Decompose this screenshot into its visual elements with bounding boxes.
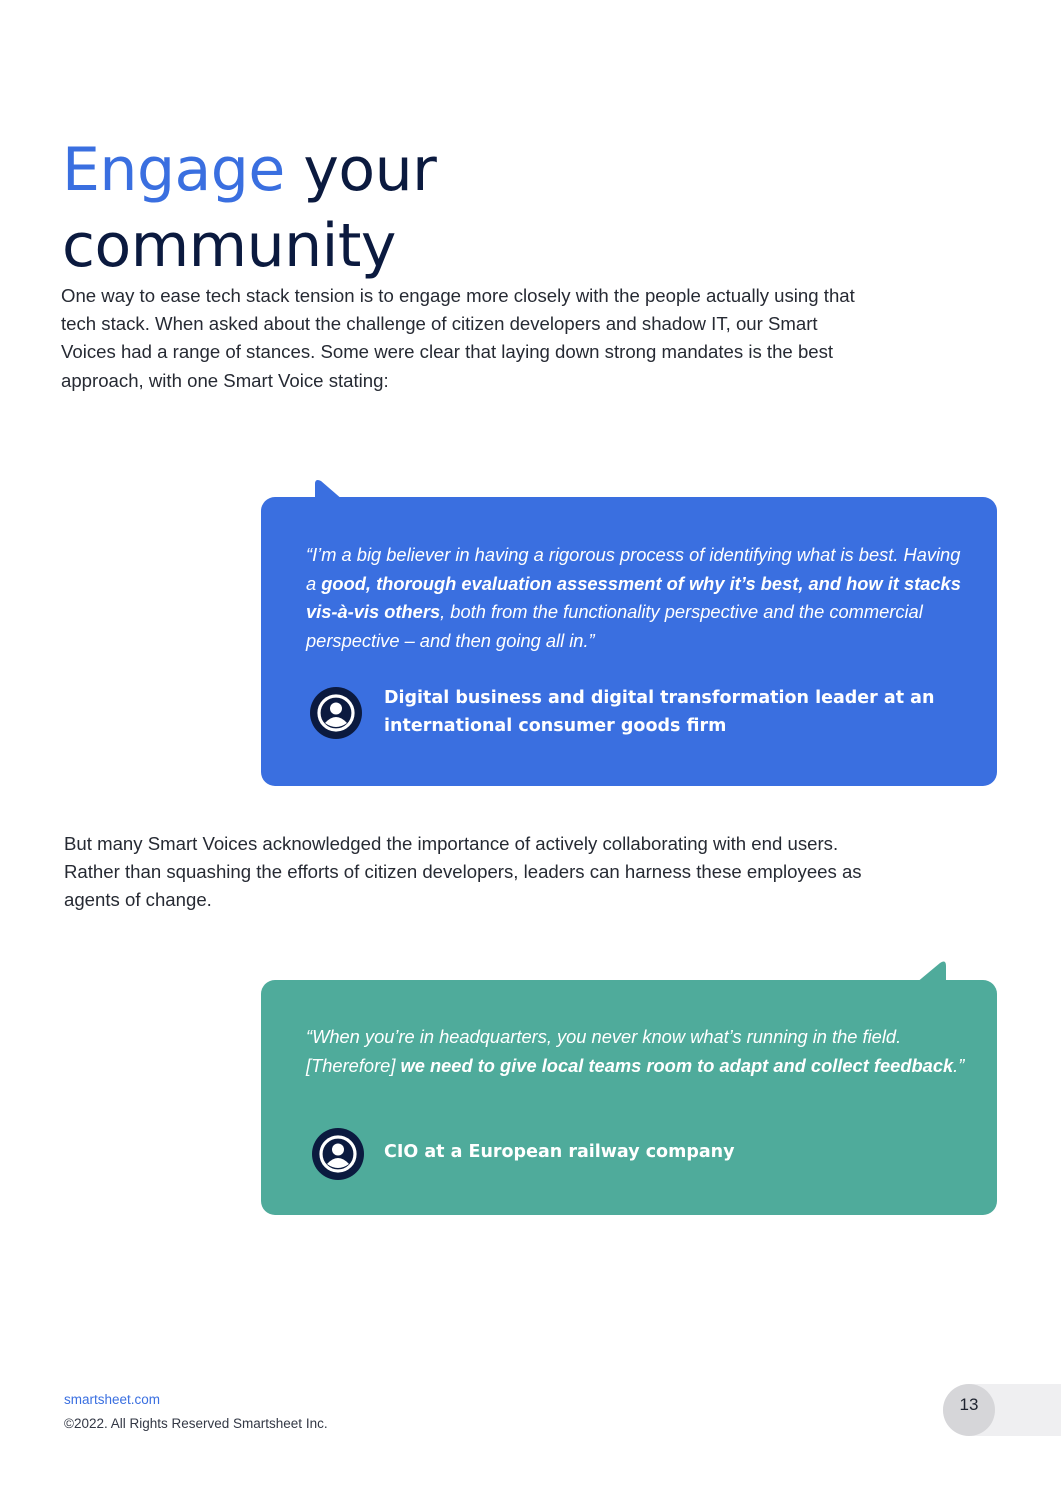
title-accent-word: Engage — [62, 135, 285, 205]
quote-text-1 — [306, 541, 966, 655]
middle-paragraph: But many Smart Voices acknowledged the importance of actively collaborating with end users. Rather than squashing the efforts of citizen developers, leaders can harness these employees as agents of change. — [64, 833, 862, 911]
user-avatar-icon — [312, 1128, 364, 1180]
quote-1-emphasis: good, thorough evaluation assessment of why it’s best, and how it stacks vis-à-vis others — [306, 572, 961, 622]
quote-2-attribution: CIO at a European railway company — [384, 1142, 735, 1162]
title-line1-rest: your — [284, 135, 437, 205]
page-title — [62, 132, 662, 284]
intro-paragraph: One way to ease tech stack tension is to engage more closely with the people actually using that tech stack. When asked about the challenge of citizen developers and shadow IT, our Smart Voices had a range of stances. Some were clear that laying down strong mandates is the best approach, with one Smart Voice stating: — [61, 285, 855, 391]
quote-2-emphasis: we need to give local teams room to adapt and collect feedback — [400, 1054, 954, 1076]
footer-website-link[interactable]: smartsheet.com — [64, 1392, 161, 1407]
quote-1-part1: “I’m a big believer in having a rigorous process of identifying what is best. Having a — [306, 544, 961, 594]
footer-copyright: ©2022. All Rights Reserved Smartsheet Inc. — [64, 1416, 328, 1431]
quote-2-part2: .” — [953, 1054, 965, 1076]
quote-1-attribution: Digital business and digital transformation leader at an international consumer goods firm — [384, 688, 935, 736]
user-avatar-icon — [310, 687, 362, 739]
page-number: 13 — [943, 1384, 995, 1436]
quote-1-part2: , both from the functionality perspective and the commercial perspective – and then going all in.” — [306, 601, 923, 651]
quote-2-part1: “When you’re in headquarters, you never know what’s running in the field. [Therefore] — [306, 1026, 902, 1076]
quote-bubble-2 — [261, 980, 997, 1215]
title-line2: community — [62, 211, 396, 281]
quote-text-2 — [306, 1023, 966, 1080]
